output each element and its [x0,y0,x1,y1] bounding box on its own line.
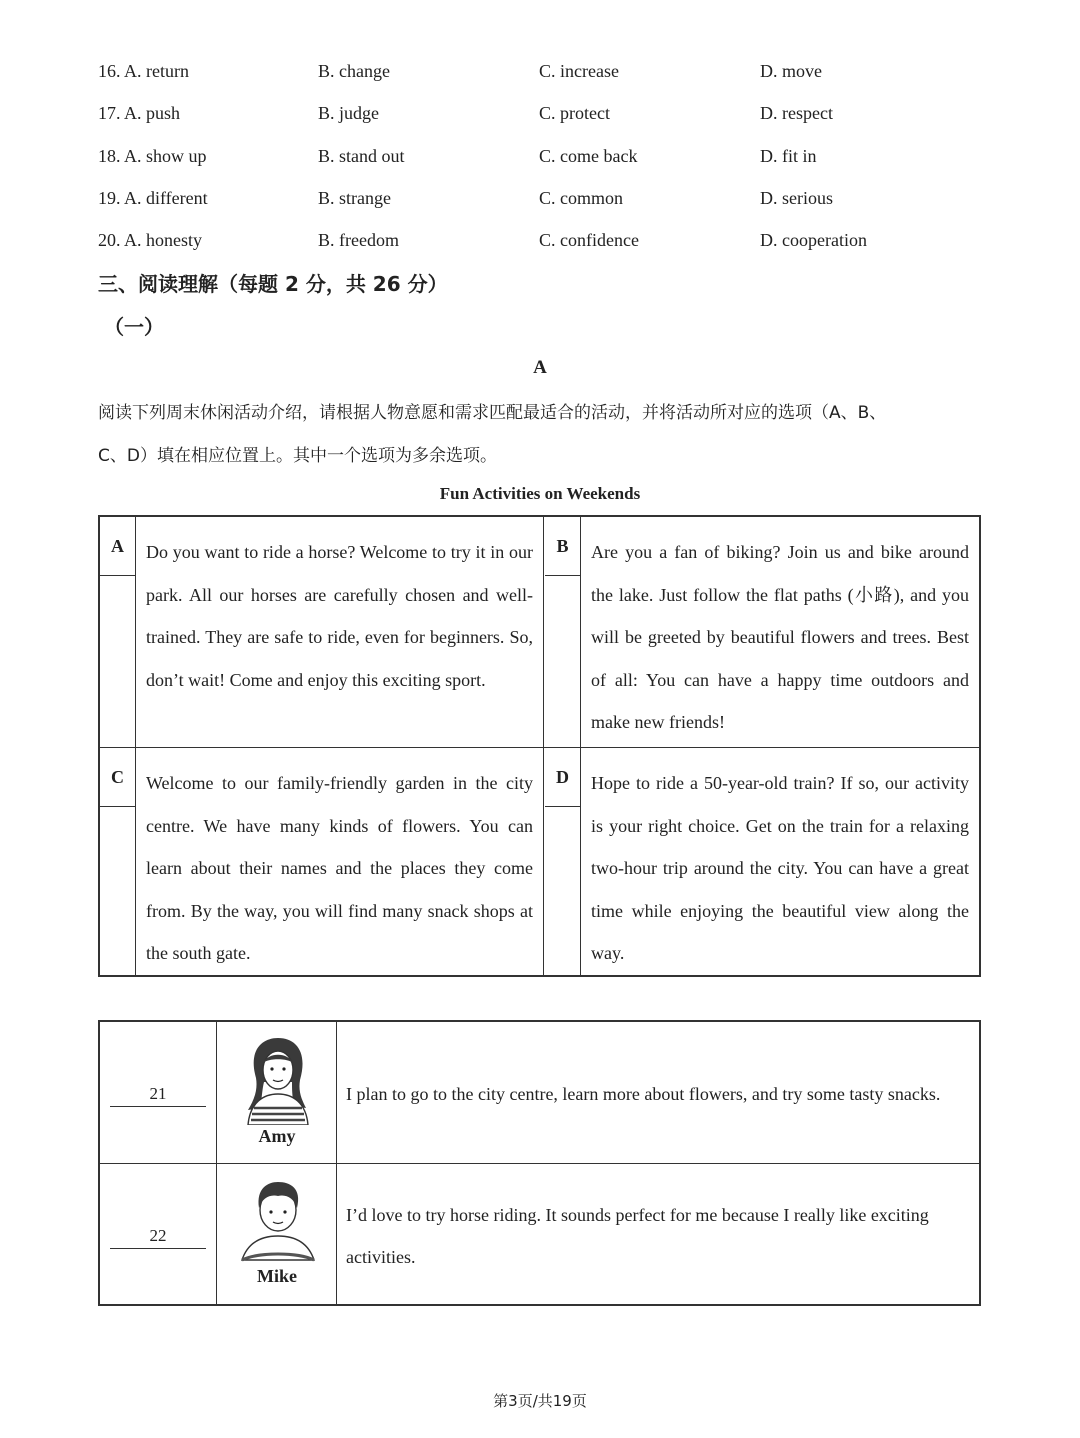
row-divider [336,1022,337,1163]
option-d: D. respect [760,103,833,123]
row-divider [216,1022,217,1163]
subsection-title: （一） [104,315,164,339]
option-b: B. stand out [318,146,405,166]
activity-text: Welcome to our family-friendly garden in the city centre. We have many kinds of flowers. You can learn about their names and the places they come from. By the way, you will find many snack shops at the south gate. [146,773,533,964]
page-footer: 第3页/共19页 [493,1392,587,1410]
activity-label-cell [100,748,136,975]
option-a: 16. A. return [98,61,189,81]
option-c: C. protect [539,103,610,123]
person-name: Amy [258,1126,296,1146]
option-a: 18. A. show up [98,146,207,166]
boy-portrait-icon [218,1172,336,1267]
table-divider [543,517,544,975]
option-d: D. cooperation [760,230,867,250]
option-row [98,230,998,260]
option-c: C. confidence [539,230,639,250]
activity-text: Hope to ride a 50-year-old train? If so, our activity is your right choice. Get on the train for a relaxing two-hour trip around the city. You can have a great time while enjoying the beautiful view along the way. [591,773,969,964]
option-d: D. fit in [760,146,817,166]
activities-table [98,515,981,977]
match-row [100,1022,979,1163]
activity-label-cell [545,517,581,747]
activity-label: B [545,517,580,576]
instruction-line-2: C、D）填在相应位置上。其中一个选项为多余选项。 [98,446,497,466]
option-row [98,103,998,133]
option-d: D. serious [760,188,833,208]
person-name: Mike [257,1266,297,1286]
row-divider [336,1164,337,1305]
activity-label-cell [100,517,136,747]
option-c: C. common [539,188,623,208]
part-heading: A [533,357,547,378]
girl-portrait-icon [218,1030,336,1125]
option-row [98,61,998,91]
instruction-line-1: 阅读下列周末休闲活动介绍，请根据人物意愿和需求匹配最适合的活动，并将活动所对应的选项（A、B、 [98,403,887,423]
option-a: 17. A. push [98,103,181,123]
option-d: D. move [760,61,822,81]
option-c: C. increase [539,61,619,81]
option-b: B. strange [318,188,391,208]
match-row [100,1163,979,1305]
option-row [98,146,998,176]
table-title: Fun Activities on Weekends [439,484,641,503]
section-title: 三、阅读理解（每题 2 分，共 26 分） [98,272,448,296]
option-b: B. change [318,61,390,81]
activity-label: A [100,517,135,576]
option-a: 20. A. honesty [98,230,203,250]
activity-text: Are you a fan of biking? Join us and bike around the lake. Just follow the flat paths (小路), and you will be greeted by beautiful flowers and trees. Best of all: You can have a happy time outdoors and make new friends! [591,542,969,733]
person-statement: I plan to go to the city centre, learn more about flowers, and try some tasty snacks. [346,1084,941,1104]
option-b: B. freedom [318,230,399,250]
activity-text: Do you want to ride a horse? Welcome to try it in our park. All our horses are carefully chosen and well-trained. They are safe to ride, even for beginners. So, don’t wait! Come and enjoy this exciting sport. [146,542,533,690]
option-c: C. come back [539,146,638,166]
option-a: 19. A. different [98,188,208,208]
row-divider [216,1164,217,1305]
matching-table [98,1020,981,1306]
option-row [98,188,998,218]
answer-blank-22[interactable]: 22 [110,1226,206,1249]
activity-label-cell [545,748,581,975]
option-b: B. judge [318,103,379,123]
person-statement: I’d love to try horse riding. It sounds perfect for me because I really like exciting activities. [346,1205,929,1267]
activity-label: D [545,748,580,807]
activity-label: C [100,748,135,807]
answer-blank-21[interactable]: 21 [110,1084,206,1107]
